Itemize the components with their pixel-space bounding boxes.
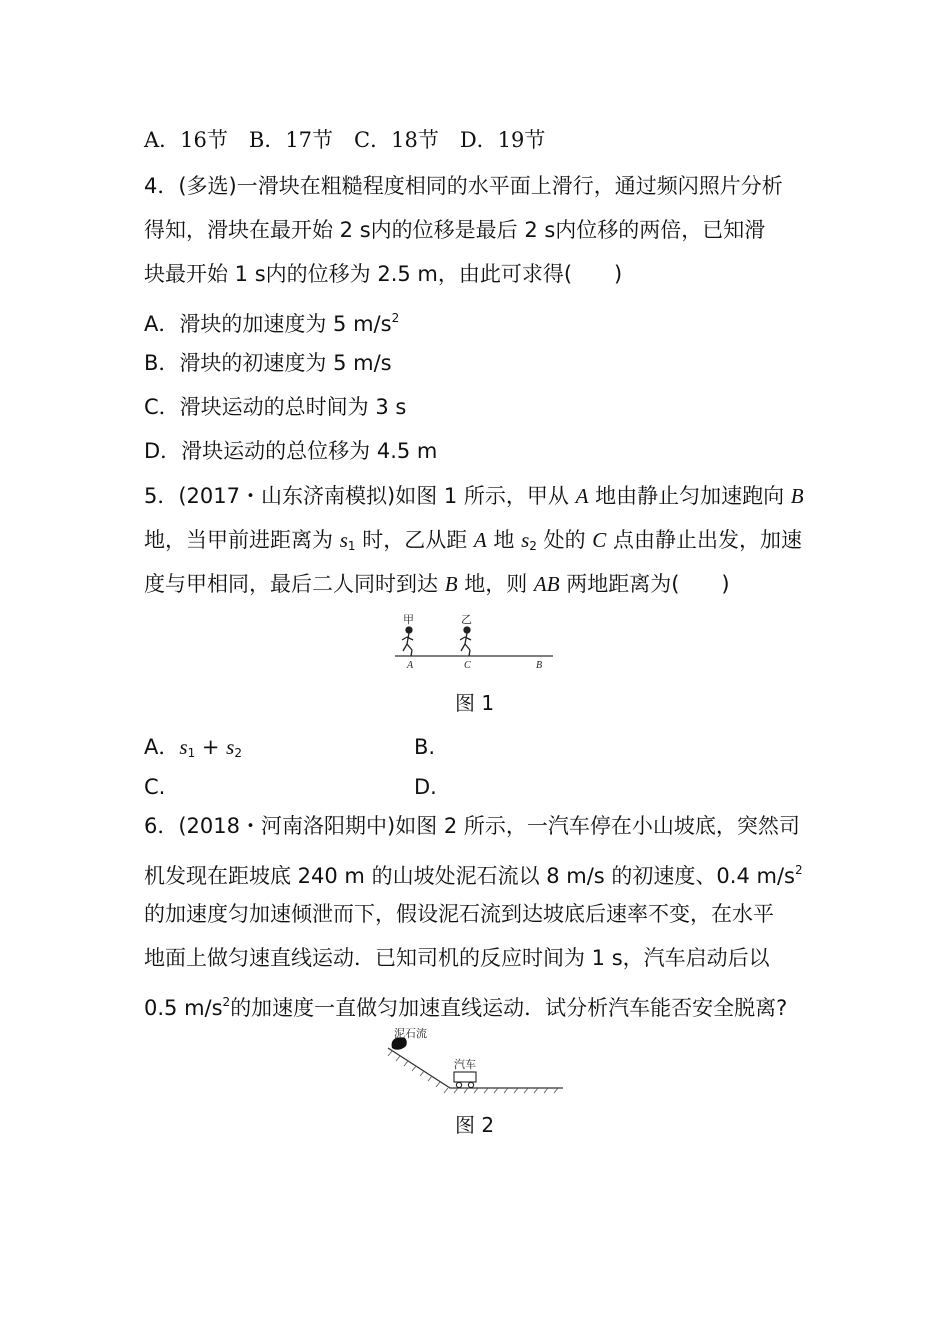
q5-var-B: B [790,484,804,508]
q5-option-a-label: A． [144,735,180,759]
q4-stem-line1: 4．(多选)一滑块在粗糙程度相同的水平面上滑行，通过频闪照片分析 [144,174,783,198]
q5-text-3c: 两地距离为( ) [559,572,730,596]
q5-text-2c: 地 [486,528,522,552]
q6-exponent-2: 2 [222,995,231,1009]
q4-option-b: B．滑块的初速度为 5 m/s [144,351,392,375]
q5-sub-2: 2 [529,539,537,553]
point-c-label: C [464,660,471,671]
q5-text-1a: 5．(2017・山东济南模拟)如图 1 所示，甲从 [144,484,576,508]
q5-text-2e: 点由静止出发，加速 [606,528,802,552]
q5-stem-line1 [144,482,804,510]
figure-2-caption: 图 2 [455,1113,495,1137]
q5-option-b: B. [414,735,436,759]
q5-stem-line2 [144,526,802,560]
q4-option-a-exponent: 2 [391,311,400,325]
q5-option-d: D. [414,775,437,799]
q6-text-5b: 的加速度一直做匀加速直线运动．试分析汽车能否安全脱离? [230,996,788,1020]
q4-option-c: C．滑块运动的总时间为 3 s [144,395,407,419]
q5-var-C: C [592,528,607,552]
q6-stem-line2 [144,856,803,890]
q5-text-2b: 时，乙从距 [355,528,474,552]
q5-option-c: C. [144,775,166,799]
q5-option-a-sub1: 1 [187,746,196,760]
q6-exponent-1: 2 [794,863,803,877]
q5-option-a-s2: s [226,735,235,759]
q5-var-s: s [339,528,348,552]
q6-stem-line5 [144,988,787,1022]
q5-sub-1: 1 [347,539,356,553]
q4-stem-line3: 块最开始 1 s内的位移为 2.5 m，由此可求得( ) [144,262,623,286]
label-jia: 甲 [403,614,414,626]
q4-option-a [144,304,399,338]
q5-text-3a: 度与甲相同，最后二人同时到达 [144,572,445,596]
point-a-label: A [407,660,414,671]
runner-yi-icon [460,627,471,656]
q4-stem-line2: 得知，滑块在最开始 2 s内的位移是最后 2 s内位移的两倍，已知滑 [144,218,766,242]
q6-stem-line1: 6．(2018・河南洛阳期中)如图 2 所示，一汽车停在小山坡底，突然司 [144,814,800,838]
q6-text-2a: 机发现在距坡底 240 m 的山坡处泥石流以 8 m/s 的初速度、0.4 m/s [144,864,795,888]
q5-var-A2: A [473,528,487,552]
q5-text-3b: 地，则 [457,572,534,596]
q4-option-a-text: A．滑块的加速度为 5 m/s [144,312,392,336]
q5-var-A: A [575,484,589,508]
figure-2-diagram [378,1026,568,1096]
q5-text-2d: 处的 [536,528,593,552]
q5-text-1b: 地由静止匀加速跑向 [588,484,791,508]
q5-var-AB: AB [533,572,560,596]
q5-option-a-sub2: 2 [234,746,242,760]
q3-options: A．16节 B．17节 C．18节 D．19节 [144,128,546,152]
q5-option-a-plus: + [195,735,227,759]
q5-option-a-s1: s [179,735,188,759]
label-yi: 乙 [461,614,472,626]
q5-var-s2: s [521,528,530,552]
figure-1-caption: 图 1 [455,691,495,715]
runner-jia-icon [402,627,413,656]
q5-stem-line3 [144,570,730,598]
figure-1-diagram [385,610,565,672]
car-icon [454,1072,476,1088]
q5-text-2a: 地，当甲前进距离为 [144,528,340,552]
label-mudslide: 泥石流 [394,1028,427,1040]
q4-option-d: D．滑块运动的总位移为 4.5 m [144,439,438,463]
q5-var-B2: B [444,572,458,596]
q6-stem-line3: 的加速度匀加速倾泄而下，假设泥石流到达坡底后速率不变，在水平 [144,902,774,926]
point-b-label: B [536,660,543,671]
label-car: 汽车 [454,1059,476,1071]
q6-stem-line4: 地面上做匀速直线运动．已知司机的反应时间为 1 s，汽车启动后以 [144,946,770,970]
q5-option-a [144,733,242,767]
q6-text-5a: 0.5 m/s [144,996,223,1020]
